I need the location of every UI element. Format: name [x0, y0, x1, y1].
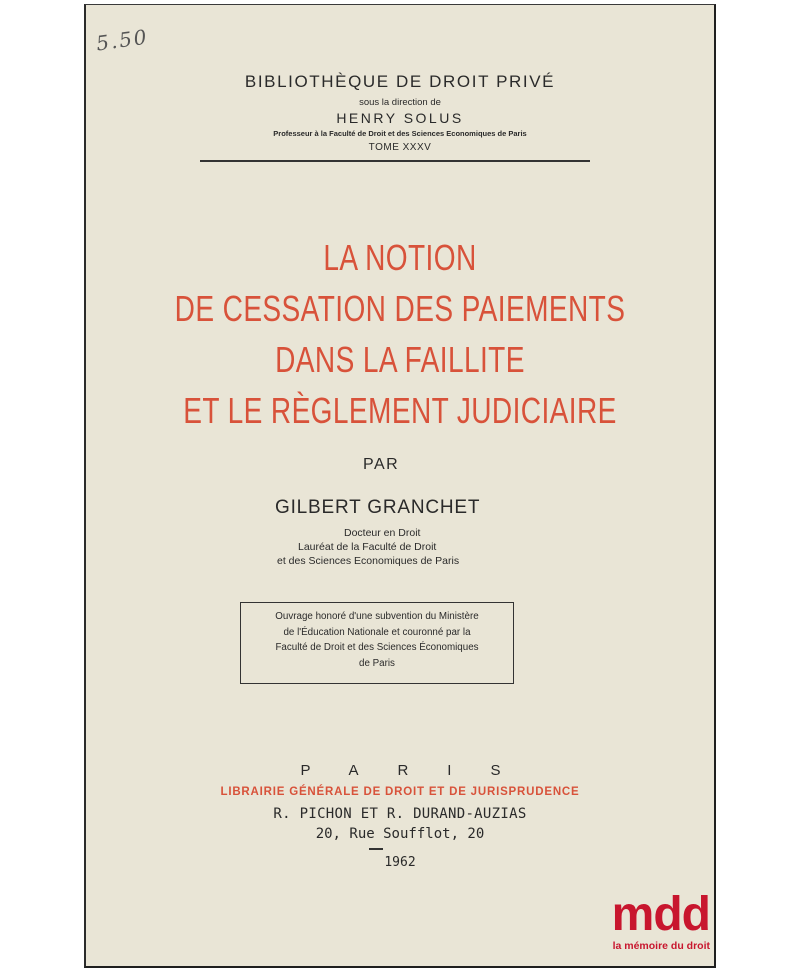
mdd-logo [602, 890, 714, 970]
direction-label: sous la direction de [359, 97, 441, 108]
logo-tagline: la mémoire du droit [612, 940, 710, 952]
author-qualification: et des Sciences Economiques de Paris [277, 555, 460, 567]
title-line: LA NOTION [323, 237, 477, 278]
award-box [240, 602, 514, 684]
printer-name: R. PICHON ET R. DURAND-AUZIAS [273, 806, 527, 822]
title-line: DE CESSATION DES PAIEMENTS [174, 288, 626, 329]
publication-year: 1962 [384, 855, 416, 870]
publisher-name: LIBRAIRIE GÉNÉRALE DE DROIT ET DE JURISPRUDENCE [220, 786, 580, 798]
tome-number: TOME XXXV [368, 142, 432, 153]
publication-city: PARIS [300, 762, 540, 779]
award-line: de l'Éducation Nationale et couronné par la [283, 626, 471, 638]
logo-mark: mdd [611, 888, 710, 941]
award-line: de Paris [359, 657, 395, 669]
header-divider [200, 160, 590, 162]
publisher-address: 20, Rue Soufflot, 20 [315, 826, 485, 842]
year-divider [369, 848, 383, 850]
title-line: DANS LA FAILLITE [275, 339, 525, 380]
author-name: GILBERT GRANCHET [275, 497, 481, 518]
title-line: ET LE RÈGLEMENT JUDICIAIRE [183, 390, 617, 431]
by-label: PAR [363, 456, 400, 473]
director-name: HENRY SOLUS [336, 110, 464, 126]
author-qualification: Lauréat de la Faculté de Droit [298, 541, 437, 553]
series-title: BIBLIOTHÈQUE DE DROIT PRIVÉ [244, 72, 556, 91]
director-title: Professeur à la Faculté de Droit et des Sciences Economiques de Paris [273, 129, 527, 138]
author-qualification: Docteur en Droit [344, 527, 421, 539]
award-line: Faculté de Droit et des Sciences Économiques [275, 642, 479, 653]
handwritten-note: 5.50 [94, 24, 150, 56]
book-title [154, 232, 647, 436]
award-line: Ouvrage honoré d'une subvention du Ministère [275, 611, 479, 622]
